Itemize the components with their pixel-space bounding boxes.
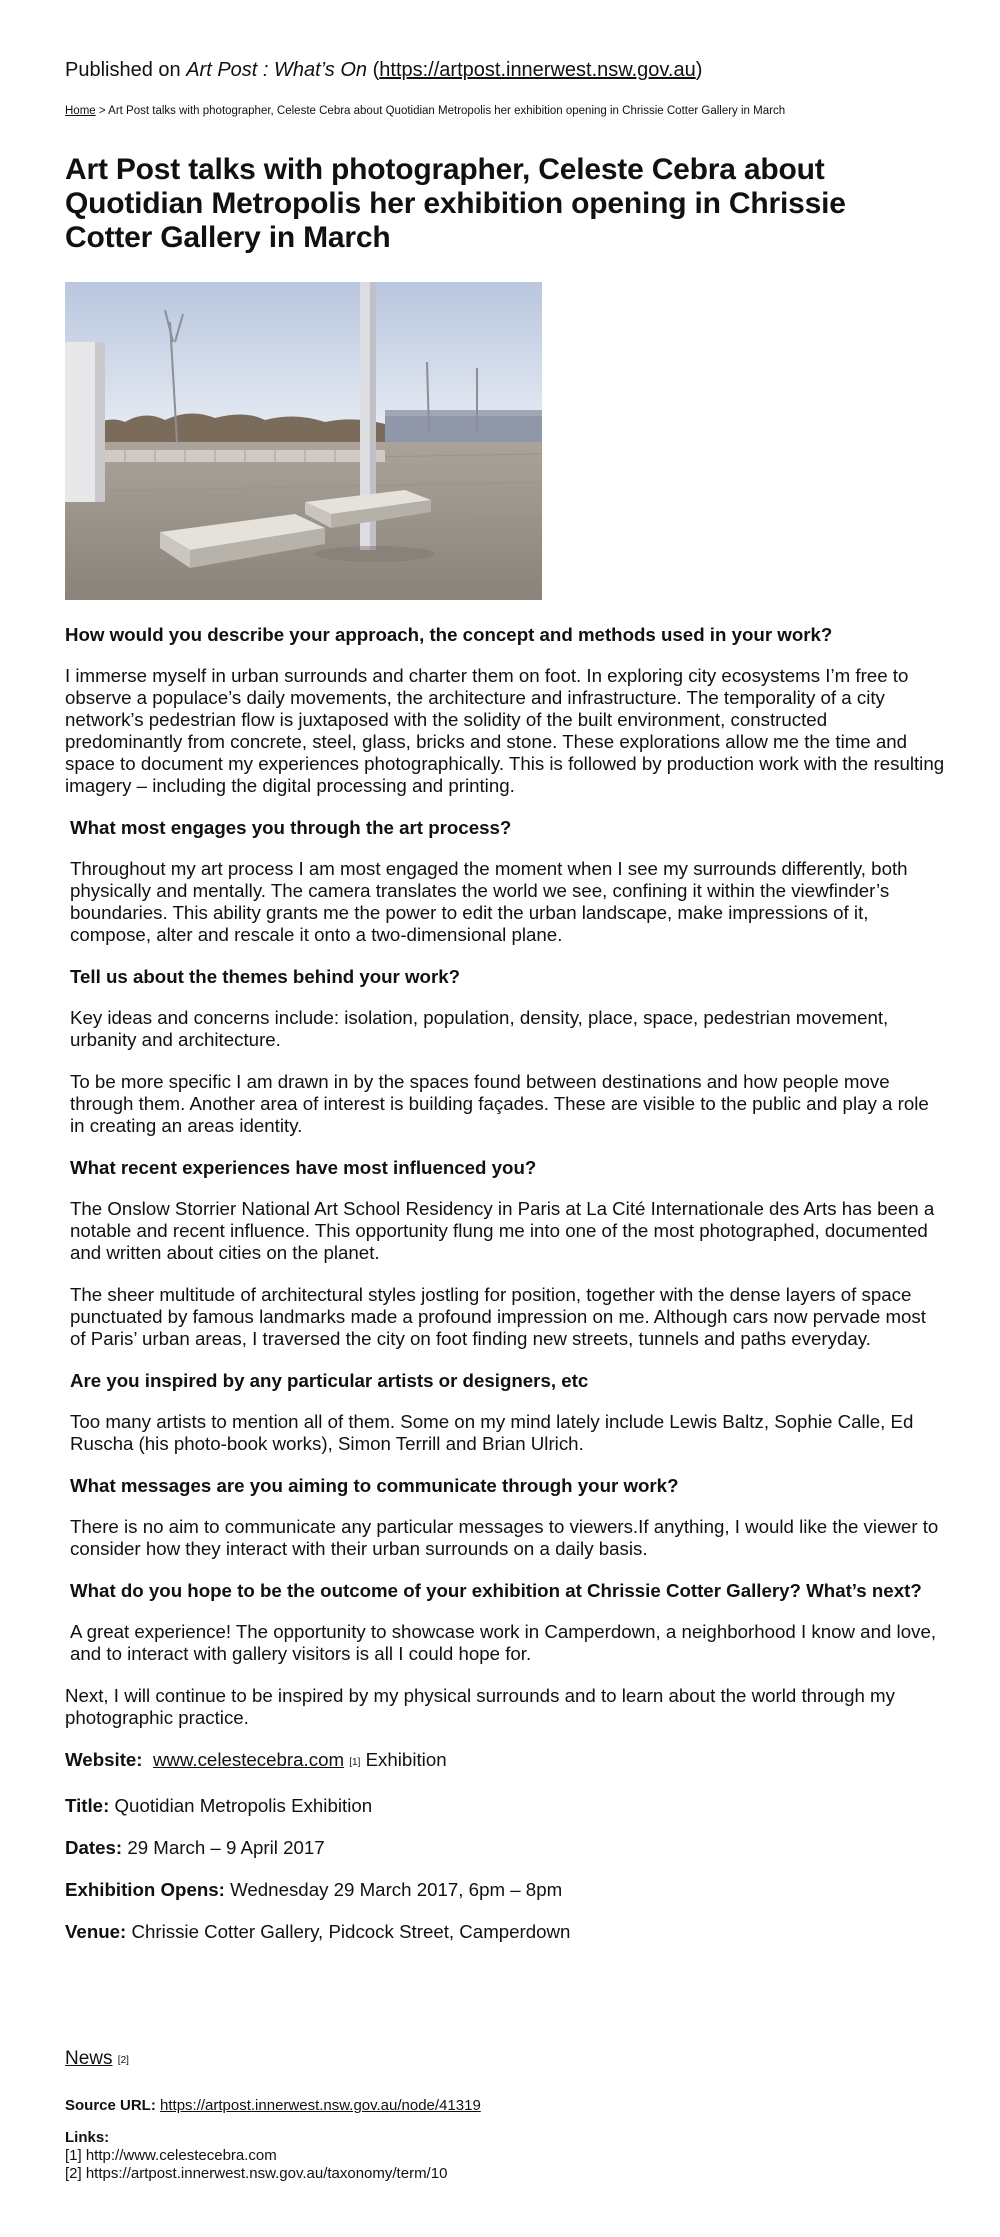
title-label: Title:: [65, 1795, 110, 1816]
detail-title: [65, 1795, 945, 1817]
answer-paragraph: Throughout my art process I am most engaged the moment when I see my surrounds differently, both physically and mentally. The camera translates the world we see, confining it within the viewfinder’s boundaries. This ability grants me the power to edit the urban landscape, make impressions of it, compose, alter and rescale it onto a two-dimensional plane.: [70, 858, 908, 945]
urban-photo-image: [65, 282, 542, 600]
answer-paragraph: Too many artists to mention all of them. Some on my mind lately include Lewis Baltz, Sophie Calle, Ed Ruscha (his photo-book works), Simon Terrill and Brian Ulrich.: [70, 1411, 914, 1454]
news-tag: [65, 2048, 129, 2073]
article-body: [65, 624, 945, 1963]
answer-paragraph: Key ideas and concerns include: isolation, population, density, place, space, pedestrian movement, urbanity and architecture.: [70, 1007, 889, 1050]
answer-paragraph: I immerse myself in urban surrounds and charter them on foot. In exploring city ecosystems I’m free to observe a populace’s daily movements, the architecture and infrastructure. The temporality of a city network’s pedestrian flow is juxtaposed with the solidity of the built environment, constructed predominantly from concrete, steel, glass, bricks and stone. These explorations allow me the time and space to document my experiences photographically. This is followed by production work with the resulting imagery – including the digital processing and printing.: [65, 665, 945, 796]
breadcrumb-separator: >: [98, 105, 106, 117]
article-photo: [65, 282, 542, 600]
link-item: [1] http://www.celestecebra.com: [65, 2147, 277, 2164]
news-link[interactable]: News: [65, 2048, 113, 2069]
detail-dates: [65, 1837, 945, 1859]
links-label: Links:: [65, 2129, 110, 2146]
opens-value: Wednesday 29 March 2017, 6pm – 8pm: [230, 1879, 563, 1900]
question-heading: How would you describe your approach, the concept and methods used in your work?: [65, 624, 833, 645]
venue-label: Venue:: [65, 1921, 127, 1942]
opens-label: Exhibition Opens:: [65, 1879, 225, 1900]
source-label: Source URL:: [65, 2097, 156, 2114]
source-url-link[interactable]: https://artpost.innerwest.nsw.gov.au/node/41319: [160, 2097, 481, 2114]
dates-label: Dates:: [65, 1837, 123, 1858]
question-heading: What messages are you aiming to communicate through your work?: [70, 1475, 679, 1496]
question-heading: Tell us about the themes behind your work?: [70, 966, 461, 987]
website-link[interactable]: www.celestecebra.com: [152, 1749, 345, 1770]
title-value: Quotidian Metropolis Exhibition: [114, 1795, 373, 1816]
dates-value: 29 March – 9 April 2017: [127, 1837, 325, 1858]
detail-venue: [65, 1921, 945, 1943]
link-item: [2] https://artpost.innerwest.nsw.gov.au/taxonomy/term/10: [65, 2165, 448, 2182]
detail-website: [65, 1749, 945, 1775]
detail-opens: [65, 1879, 945, 1901]
question-heading: What most engages you through the art process?: [70, 817, 512, 838]
answer-paragraph: To be more specific I am drawn in by the spaces found between destinations and how people move through them. Another area of interest is building façades. These are visible to the public and play a role in creating an areas identity.: [70, 1071, 929, 1136]
website-label: Website:: [65, 1749, 143, 1770]
published-prefix: Published on: [65, 59, 181, 81]
question-heading: What do you hope to be the outcome of your exhibition at Chrissie Cotter Gallery? What’s next?: [70, 1580, 922, 1601]
question-heading: Are you inspired by any particular artists or designers, etc: [70, 1370, 589, 1391]
site-url-link[interactable]: https://artpost.innerwest.nsw.gov.au: [379, 59, 696, 81]
answer-paragraph: The sheer multitude of architectural styles jostling for position, together with the dense layers of space punctuated by famous landmarks made a profound impression on me. Although cars now pervade most of Paris’ urban areas, I traversed the city on foot finding new streets, tunnels and paths everyday.: [70, 1284, 926, 1349]
answer-paragraph: The Onslow Storrier National Art School Residency in Paris at La Cité Internationale des Arts has been a notable and recent influence. This opportunity flung me into one of the most photographed, documented and written about cities on the planet.: [70, 1198, 935, 1263]
breadcrumb-current: Art Post talks with photographer, Celeste Cebra about Quotidian Metropolis her exhibition opening in Chrissie Cotter Gallery in March: [108, 105, 786, 117]
site-name: Art Post : What’s On: [186, 59, 368, 81]
links-list: [65, 2129, 447, 2183]
news-ref: [2]: [117, 2055, 129, 2066]
source-url: [65, 2097, 481, 2115]
answer-paragraph: A great experience! The opportunity to showcase work in Camperdown, a neighborhood I know and love, and to interact with gallery visitors is all I could hope for.: [70, 1621, 937, 1664]
venue-value: Chrissie Cotter Gallery, Pidcock Street, Camperdown: [131, 1921, 571, 1942]
breadcrumb: [65, 104, 785, 118]
question-heading: What recent experiences have most influenced you?: [70, 1157, 537, 1178]
answer-paragraph: There is no aim to communicate any particular messages to viewers.If anything, I would like the viewer to consider how they interact with their urban surrounds on a daily basis.: [70, 1516, 939, 1559]
published-on-line: [65, 58, 702, 82]
breadcrumb-home-link[interactable]: Home: [65, 105, 96, 117]
paren-close: ): [695, 59, 703, 81]
website-suffix: Exhibition: [365, 1749, 447, 1770]
paren-open: (: [372, 59, 380, 81]
answer-paragraph: Next, I will continue to be inspired by my physical surrounds and to learn about the world through my photographic practice.: [65, 1685, 895, 1728]
page-title: Art Post talks with photographer, Celeste Cebra about Quotidian Metropolis her exhibition opening in Chrissie Cotter Gallery in March: [65, 153, 846, 254]
website-ref: [1]: [349, 1757, 361, 1768]
